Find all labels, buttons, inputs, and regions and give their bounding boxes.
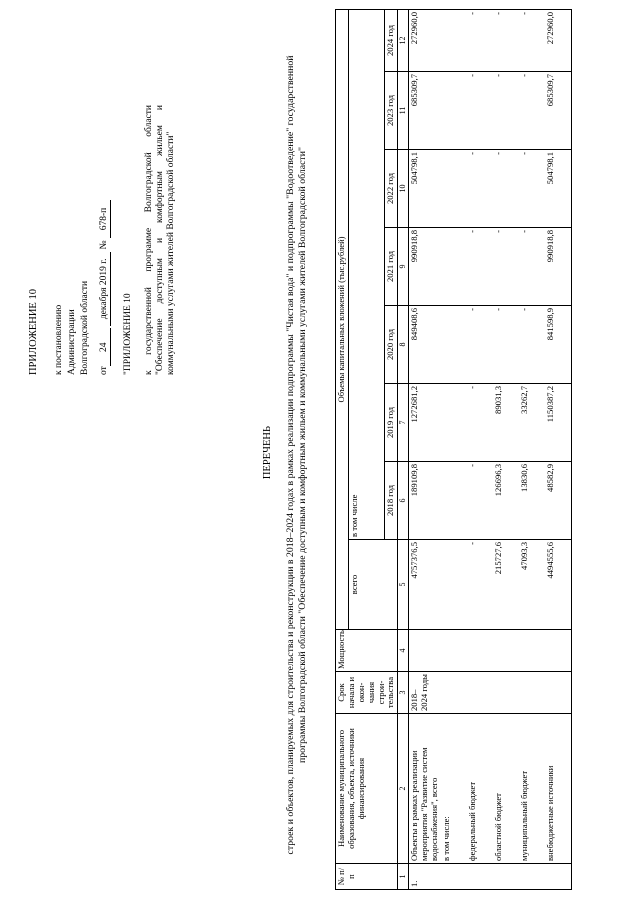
row-year-value: 849408,6 bbox=[409, 306, 441, 384]
row-name: Объекты в рамках реализации мероприятия "Развитие систем водоснабжения", всего bbox=[409, 714, 441, 864]
column-number: 5 bbox=[398, 540, 409, 630]
column-number: 4 bbox=[398, 630, 409, 672]
table-row bbox=[467, 9, 493, 889]
row-year-value: 13830,6 bbox=[519, 462, 545, 540]
row-name: муниципальный бюджет bbox=[519, 714, 545, 864]
row-year-value bbox=[441, 150, 467, 228]
column-number: 7 bbox=[398, 384, 409, 462]
row-year-value: 504798,1 bbox=[409, 150, 441, 228]
column-number: 9 bbox=[398, 228, 409, 306]
column-number: 8 bbox=[398, 306, 409, 384]
row-year-value: - bbox=[493, 9, 519, 71]
row-year-value: 189109,8 bbox=[409, 462, 441, 540]
row-year-value: 990918,8 bbox=[409, 228, 441, 306]
row-total: 4757376,5 bbox=[409, 540, 441, 630]
appendix-2-title: "ПРИЛОЖЕНИЕ 10 bbox=[122, 293, 133, 375]
appendix-title: ПРИЛОЖЕНИЕ 10 bbox=[28, 289, 39, 375]
row-power bbox=[519, 630, 545, 672]
appendix-2-text: к государственной программе Волгоградской области "Обеспечение доступным и комфортным жильем и коммунальными услугами жителей Волгоградской области" bbox=[143, 105, 177, 375]
document-number: 678-п bbox=[99, 200, 111, 238]
row-year-value: - bbox=[467, 150, 493, 228]
header-power: Мощность bbox=[336, 630, 398, 672]
list-description: строек и объектов, планируемых для строительства и реконструкции в 2018–2024 годах в рамках реализации подпрограммы "Чистая вода" и подпрограммы "Водоотведение" государственной программы Волгоградской области "Обеспечение доступным и комфортным жильем и коммунальными услугами жителей Волгоградской области" bbox=[285, 55, 309, 855]
row-year-value: - bbox=[467, 306, 493, 384]
header-term: Срок начала и окон-чания строи-тельства bbox=[336, 672, 398, 714]
row-year-value bbox=[441, 72, 467, 150]
row-number bbox=[545, 864, 572, 890]
column-number: 12 bbox=[398, 9, 409, 71]
appendix-line: Администрации bbox=[66, 309, 77, 375]
row-term bbox=[519, 672, 545, 714]
row-name: внебюджетные источники bbox=[545, 714, 572, 864]
row-year-value: - bbox=[467, 462, 493, 540]
row-year-value: 841598,9 bbox=[545, 306, 572, 384]
appendix-date-line bbox=[99, 105, 111, 375]
column-number: 11 bbox=[398, 72, 409, 150]
row-year-value: - bbox=[467, 72, 493, 150]
appendix-line: Волгоградской области bbox=[79, 280, 90, 375]
row-total: 4494555,6 bbox=[545, 540, 572, 630]
row-number bbox=[441, 864, 467, 890]
header-year: 2020 год bbox=[385, 306, 398, 384]
row-total: - bbox=[467, 540, 493, 630]
row-year-value bbox=[441, 462, 467, 540]
row-term bbox=[545, 672, 572, 714]
table-row bbox=[441, 9, 467, 889]
header-total: всего bbox=[348, 540, 397, 630]
row-name: областной бюджет bbox=[493, 714, 519, 864]
row-year-value: - bbox=[467, 9, 493, 71]
row-power bbox=[409, 630, 441, 672]
row-year-value: - bbox=[519, 9, 545, 71]
table-row bbox=[493, 9, 519, 889]
table-row bbox=[409, 9, 441, 889]
row-power bbox=[493, 630, 519, 672]
header-name: Наименование муниципального образования, объекта, источники финансирования bbox=[336, 714, 398, 864]
header-year: 2019 год bbox=[385, 384, 398, 462]
header-investments: Объемы капитальных вложений (тыс.рублей) bbox=[336, 9, 349, 629]
row-year-value: 89031,3 bbox=[493, 384, 519, 462]
row-total bbox=[441, 540, 467, 630]
header-year: 2018 год bbox=[385, 462, 398, 540]
row-year-value: 504798,1 bbox=[545, 150, 572, 228]
list-title: ПЕРЕЧЕНЬ bbox=[262, 425, 273, 480]
row-number bbox=[493, 864, 519, 890]
header-year: 2022 год bbox=[385, 150, 398, 228]
row-year-value: - bbox=[519, 228, 545, 306]
row-number bbox=[467, 864, 493, 890]
row-year-value: 685309,7 bbox=[409, 72, 441, 150]
column-number-row bbox=[398, 9, 409, 889]
row-number bbox=[519, 864, 545, 890]
row-year-value: 272960,0 bbox=[409, 9, 441, 71]
row-year-value: - bbox=[493, 150, 519, 228]
column-number: 10 bbox=[398, 150, 409, 228]
row-year-value: - bbox=[519, 150, 545, 228]
row-term bbox=[493, 672, 519, 714]
row-term bbox=[467, 672, 493, 714]
row-name: в том числе: bbox=[441, 714, 467, 864]
table-row bbox=[519, 9, 545, 889]
row-power bbox=[441, 630, 467, 672]
row-term: 2018– 2024 годы bbox=[409, 672, 441, 714]
date-day: 24 bbox=[99, 328, 111, 366]
column-number: 6 bbox=[398, 462, 409, 540]
row-year-value bbox=[441, 306, 467, 384]
column-number: 3 bbox=[398, 672, 409, 714]
row-year-value: - bbox=[493, 306, 519, 384]
row-year-value: - bbox=[493, 72, 519, 150]
row-total: 47093,3 bbox=[519, 540, 545, 630]
appendix-line: к постановлению bbox=[54, 304, 65, 375]
row-year-value bbox=[441, 384, 467, 462]
row-term bbox=[441, 672, 467, 714]
header-row bbox=[336, 9, 349, 889]
column-number: 1 bbox=[398, 864, 409, 890]
table-row bbox=[545, 9, 572, 889]
appendix-2 bbox=[123, 105, 178, 375]
row-year-value: - bbox=[519, 72, 545, 150]
investment-table bbox=[335, 9, 572, 890]
row-total: 215727,6 bbox=[493, 540, 519, 630]
row-year-value: - bbox=[467, 228, 493, 306]
row-year-value: 33262,7 bbox=[519, 384, 545, 462]
header-num: № п/п bbox=[336, 864, 398, 890]
header-including: в том числе bbox=[348, 9, 385, 539]
row-year-value: - bbox=[493, 228, 519, 306]
header-year: 2023 год bbox=[385, 72, 398, 150]
header-year: 2021 год bbox=[385, 228, 398, 306]
row-year-value: 1150387,2 bbox=[545, 384, 572, 462]
appendix-header bbox=[28, 105, 180, 375]
row-year-value: - bbox=[519, 306, 545, 384]
row-year-value: 685309,7 bbox=[545, 72, 572, 150]
number-label: № bbox=[98, 240, 109, 250]
row-power bbox=[545, 630, 572, 672]
row-name: федеральный бюджет bbox=[467, 714, 493, 864]
row-year-value: 990918,8 bbox=[545, 228, 572, 306]
column-number: 2 bbox=[398, 714, 409, 864]
row-year-value bbox=[441, 228, 467, 306]
header-year: 2024 год bbox=[385, 9, 398, 71]
row-year-value: - bbox=[467, 384, 493, 462]
date-prefix: от bbox=[98, 366, 109, 375]
row-year-value: 272960,0 bbox=[545, 9, 572, 71]
date-month-year: декабря 2019 г. bbox=[99, 252, 111, 326]
row-power bbox=[467, 630, 493, 672]
row-year-value: 126696,3 bbox=[493, 462, 519, 540]
row-year-value bbox=[441, 9, 467, 71]
row-number: 1. bbox=[409, 864, 441, 890]
row-year-value: 1272681,2 bbox=[409, 384, 441, 462]
row-year-value: 48582,9 bbox=[545, 462, 572, 540]
